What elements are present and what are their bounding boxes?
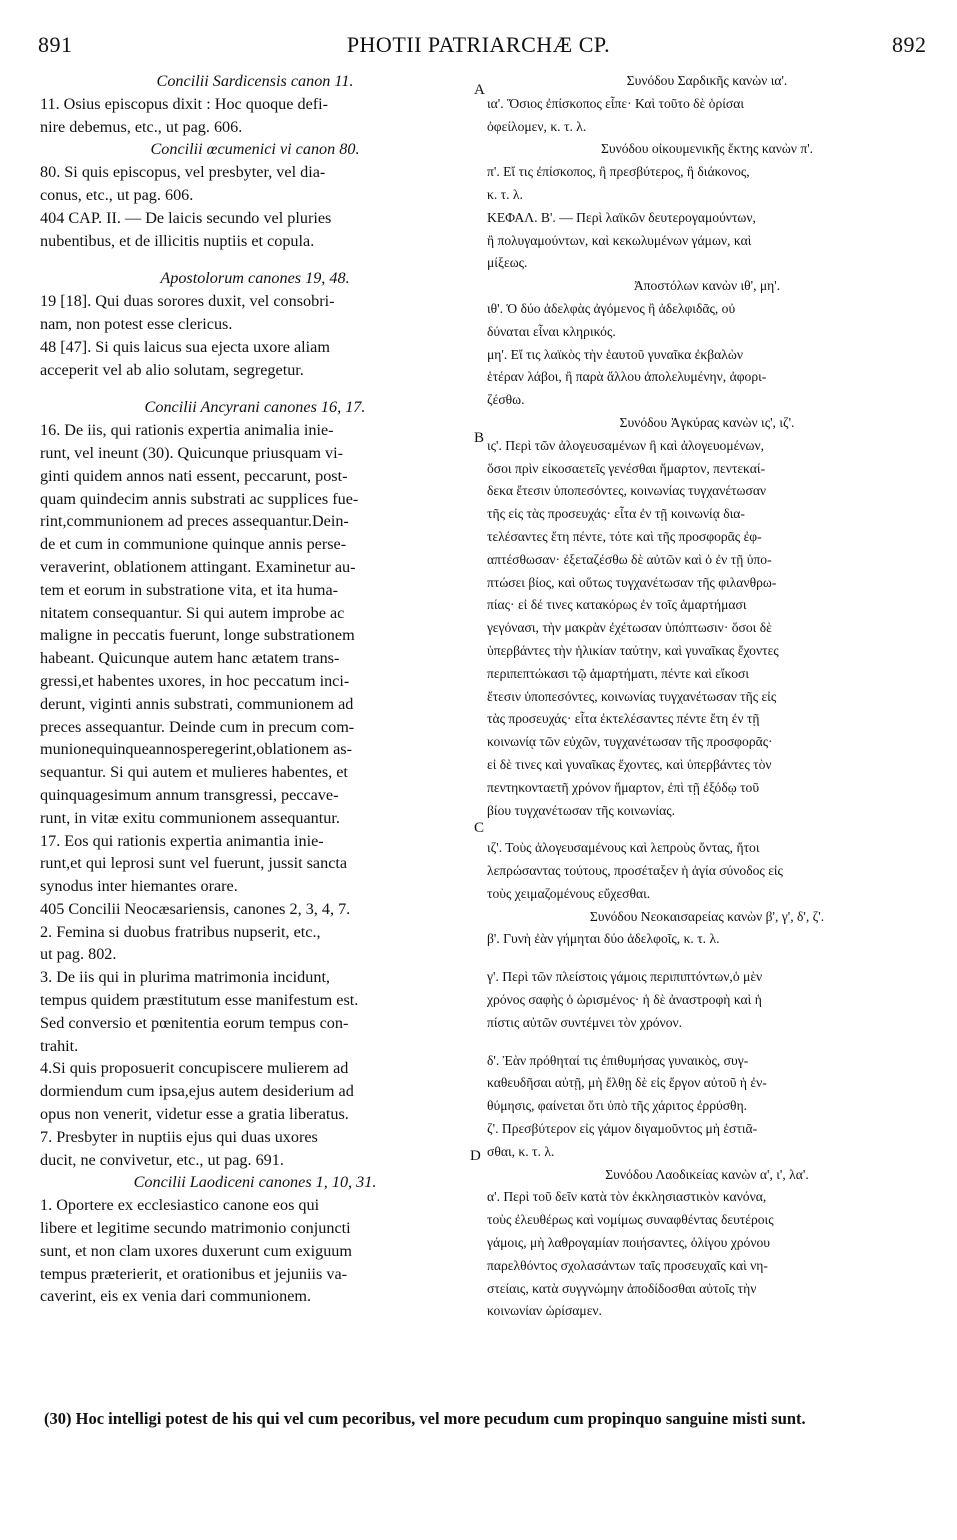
latin-line: sunt, et non clam uxores duxerunt cum exiguum — [40, 1241, 352, 1260]
latin-line: 17. Eos qui rationis expertia animantia inie- — [40, 831, 324, 850]
greek-line: Συνόδου Σαρδικῆς κανὼν ια'. — [626, 73, 788, 88]
greek-line: τοὺς ἐλευθέρως καὶ νομίμως συναφθέντας δευτέροις — [487, 1212, 774, 1228]
greek-line: Ἀποστόλων κανὼν ιθ', μη'. — [633, 278, 781, 294]
greek-line: στείαις, κατὰ συγγνώμην ἀποδίδοσθαι αὐτοῖς τὴν — [487, 1280, 757, 1296]
greek-line: μίξεως. — [487, 255, 528, 271]
latin-line: munionequinqueannosperegerint,oblationem as- — [40, 740, 352, 759]
footnote-text: (30) Hoc intelligi potest de his qui vel cum pecoribus, vel more pecudum cum propinquo sanguine misti sunt. — [44, 1409, 806, 1428]
greek-line — [487, 822, 927, 837]
latin-line: 1. Oportere ex ecclesiastico canone eos qui — [40, 1196, 320, 1215]
latin-line: 16. De iis, qui rationis expertia animalia inie- — [40, 421, 334, 440]
latin-line: 48 [47]. Si quis laicus sua ejecta uxore aliam — [40, 337, 330, 356]
latin-line: 4.Si quis proposuerit concupiscere mulierem ad — [40, 1059, 349, 1078]
latin-line: rint,communionem ad preces assequantur.Dein- — [40, 512, 349, 531]
latin-line: de et cum in communione quinque annis perse- — [40, 535, 347, 554]
latin-line: runt,et qui leprosi sunt vel fuerunt, jussit sancta — [40, 854, 348, 873]
greek-line: δύναται εἶναι κληρικός. — [487, 323, 616, 339]
greek-line: παρελθόντος σχολασάντων ταῖς προσευχαῖς καὶ νη- — [487, 1257, 768, 1273]
latin-line: dormiendum cum ipsa,ejus autem desiderium ad — [40, 1082, 354, 1101]
latin-line: libere et legitime secundo matrimonio conjuncti — [40, 1219, 351, 1238]
latin-line — [40, 381, 470, 396]
running-title: PHOTII PATRIARCHÆ CP. — [346, 32, 611, 57]
latin-line: conus, etc., ut pag. 606. — [40, 185, 194, 204]
greek-line: καθευδῆσαι αὐτῇ, μὴ ἔλθῃ δὲ εἰς ἔργον αὐτοῦ ἡ ἐν- — [487, 1075, 767, 1091]
latin-line: tempus quidem præstitutum esse manifestum est. — [40, 991, 359, 1010]
greek-line: πεντηκονταετῆ χρόνον ἥμαρτον, ἐπὶ τῇ ἐξόδῳ τοῦ — [487, 779, 760, 795]
latin-line: caverint, eis ex venia dari communionem. — [40, 1287, 312, 1306]
greek-line: πίας· εἰ δέ τινες κατακόρως ἐν τοῖς ἁμαρτήμασι — [487, 597, 747, 613]
latin-line: gressi,et habentes uxores, in hoc peccatum inci- — [40, 671, 350, 690]
greek-line: α'. Περὶ τοῦ δεῖν κατὰ τὸν ἐκκλησιαστικὸν κανόνα, — [487, 1189, 767, 1205]
latin-line: sequantur. Si qui autem et mulieres habentes, et — [40, 763, 348, 782]
latin-line: quinquagesimum annum transgressi, peccave- — [40, 785, 339, 804]
greek-line: ΚΕΦΑΛ. Β'. — Περὶ λαϊκῶν δευτερογαμούντων, — [487, 209, 756, 225]
margin-marker-c: C — [474, 820, 485, 836]
greek-line — [487, 1035, 927, 1050]
latin-line: opus non venerit, videtur esse a gratia liberatus. — [40, 1105, 349, 1124]
greek-line: ἢ πολυγαμούντων, καὶ κεκωλυμένων γάμων, καὶ — [487, 232, 752, 248]
latin-line: nubentibus, et de illicitis nuptiis et copula. — [40, 231, 315, 250]
greek-line: μη'. Εἴ τις λαϊκὸς τὴν ἑαυτοῦ γυναῖκα ἐκβαλὼν — [487, 346, 743, 362]
latin-line: ut pag. 802. — [40, 945, 117, 964]
latin-line: acceperit vel ab alio solutam, segregetur. — [40, 360, 304, 379]
latin-line: 405 Concilii Neocæsariensis, canones 2, 3, 4, 7. — [40, 899, 351, 918]
greek-line: ια'. Ὅσιος ἐπίσκοπος εἶπε· Καὶ τοῦτο δὲ ὁρίσαι — [487, 95, 745, 111]
greek-line: τοὺς χειμαζομένους εὔχεσθαι. — [487, 885, 651, 901]
greek-line: σθαι, κ. τ. λ. — [487, 1143, 555, 1159]
right-page-number: 892 — [892, 32, 927, 57]
latin-line: ginti quidem annos nati essent, peccarunt, post- — [40, 466, 348, 485]
latin-line: 3. De iis qui in plurima matrimonia incidunt, — [40, 968, 330, 987]
latin-line: Apostolorum canones 19, 48. — [160, 269, 350, 288]
greek-line: δεκα ἔτεσιν ὑποπεσόντες, κοινωνίας τυγχανέτωσαν — [487, 483, 767, 499]
latin-line: Sed conversio et pœnitentia eorum tempus con- — [40, 1013, 349, 1032]
greek-line: γεγόνασι, τὴν μακρὰν ἐχέτωσαν ὑπόπτωσιν· ὅσοι δὲ — [487, 620, 772, 636]
greek-line: ὀφείλομεν, κ. τ. λ. — [487, 118, 587, 134]
greek-line: λεπρώσαντας τούτους, προσέταξεν ἡ ἁγία σύνοδος εἰς — [487, 863, 783, 879]
left-page-number: 891 — [38, 32, 73, 57]
latin-line: Concilii œcumenici vi canon 80. — [150, 140, 360, 159]
greek-line: πτώσει βίος, καὶ οὕτως τυγχανέτωσαν τῆς φιλανθρω- — [487, 574, 777, 590]
latin-line: synodus inter hiemantes orare. — [40, 877, 238, 896]
latin-line: 404 CAP. II. — De laicis secundo vel pluries — [40, 208, 332, 227]
latin-line: Concilii Ancyrani canones 16, 17. — [144, 398, 366, 417]
latin-line: tempus præterierit, et orationibus et jejuniis va- — [40, 1264, 348, 1283]
margin-marker-a: A — [474, 82, 485, 98]
latin-line: maligne in peccatis fuerunt, longe substrationem — [40, 626, 355, 645]
latin-line: 7. Presbyter in nuptiis ejus qui duas uxores — [40, 1127, 318, 1146]
greek-line: απτέσθωσαν· ἐξεταζέσθω δὲ αὐτῶν καὶ ὁ ἐν τῇ ὑπο- — [487, 551, 772, 567]
greek-line: ἑτέραν λάβοι, ἢ παρὰ ἄλλου ἀπολελυμένην, ἀφορι- — [487, 369, 767, 385]
greek-line: ις'. Περὶ τῶν ἀλογευσαμένων ἢ καὶ ἀλογευομένων, — [487, 437, 764, 453]
latin-line: trahit. — [40, 1036, 79, 1055]
latin-column — [40, 70, 470, 1308]
latin-line: nitatem consequantur. Si qui autem improbe ac — [40, 603, 345, 622]
greek-line: περιπεπτώκασι τῷ ἁμαρτήματι, πέντε καὶ εἴκοσι — [487, 665, 750, 681]
greek-line: πίστις αὐτῶν συντέμνει τὸν χρόνον. — [487, 1014, 683, 1030]
latin-line: preces assequantur. Deinde cum in precum com- — [40, 717, 355, 736]
greek-line: κοινωνίᾳ τῶν εὐχῶν, τυγχανέτωσαν τῆς προσφορᾶς· — [487, 734, 773, 750]
greek-line: π'. Εἴ τις ἐπίσκοπος, ἢ πρεσβύτερος, ἢ διάκονος, — [487, 164, 750, 180]
greek-line: ιθ'. Ὁ δύο ἀδελφὰς ἀγόμενος ἢ ἀδελφιδᾶς, οὐ — [487, 300, 736, 316]
greek-line: Συνόδου Λαοδικείας κανὼν α', ι', λα'. — [605, 1166, 809, 1182]
latin-line: 11. Osius episcopus dixit : Hoc quoque defi- — [40, 94, 329, 113]
greek-line: ζέσθω. — [487, 392, 525, 408]
greek-line: εἰ δὲ τινες καὶ γυναῖκας ἔχοντες, καὶ ὑπερβάντες τὸν — [487, 756, 772, 772]
greek-line: Συνόδου Νεοκαισαρείας κανὼν β', γ', δ', ζ'. — [589, 908, 825, 924]
greek-line: Συνόδου Ἀγκύρας κανὼν ις', ιζ'. — [619, 414, 795, 430]
greek-line: θύμησις, φαίνεται ὅτι ὑπὸ τῆς χάριτος ἐρρύσθη. — [487, 1098, 748, 1114]
greek-line: γάμοις, μὴ λαθρογαμίαν ποιήσαντες, ὀλίγου χρόνου — [487, 1235, 771, 1251]
greek-line: β'. Γυνὴ ἐὰν γήμηται δύο ἀδελφοῖς, κ. τ. λ. — [487, 931, 720, 947]
latin-line: habeant. Quicunque autem hanc ætatem trans- — [40, 649, 340, 668]
greek-line: γ'. Περὶ τῶν πλείστοις γάμοις περιπιπτόντων,ὁ μὲν — [487, 969, 763, 985]
greek-line: ιζ'. Τοὺς ἀλογευσαμένους καὶ λεπροὺς ὄντας, ἤτοι — [487, 840, 760, 856]
latin-line: quam quindecim annis substrati ac supplices fue- — [40, 489, 359, 508]
latin-line: derunt, viginti annis substrati, communionem ad — [40, 694, 354, 713]
latin-line: runt, vel ineunt (30). Quicunque priusquam vi- — [40, 443, 344, 462]
latin-line: ducit, ne convivetur, etc., ut pag. 691. — [40, 1150, 284, 1169]
latin-line: Concilii Laodiceni canones 1, 10, 31. — [133, 1173, 377, 1192]
latin-line — [40, 252, 470, 267]
latin-line: 2. Femina si duobus fratribus nupserit, etc., — [40, 922, 321, 941]
latin-line: 19 [18]. Qui duas sorores duxit, vel consobri- — [40, 292, 335, 311]
latin-line: Concilii Sardicensis canon 11. — [156, 72, 354, 90]
greek-line — [487, 951, 927, 966]
latin-line: veraverint, oblationem attingant. Examinetur au- — [40, 557, 356, 576]
greek-line: ἔτεσιν ὑποπεσόντες, κοινωνίας τυγχανέτωσαν τῆς εἰς — [487, 688, 777, 704]
greek-line: ζ'. Πρεσβύτερον εἰς γάμον διγαμοῦντος μὴ ἑστιᾶ- — [487, 1121, 758, 1137]
latin-line: nam, non potest esse clericus. — [40, 314, 233, 333]
greek-line: δ'. Ἐὰν πρόθηταί τις ἐπιθυμήσας γυναικὸς, συγ- — [487, 1052, 749, 1068]
greek-column — [487, 70, 927, 1323]
greek-line: τὰς προσευχάς· εἶτα ἐκτελέσαντες πέντε ἔτη ἐν τῇ — [487, 711, 760, 727]
latin-line: tem et eorum in substratione vita, et ita huma- — [40, 580, 339, 599]
greek-line: ὑπερβάντες τὴν ἡλικίαν ταύτην, καὶ γυναῖκας ἔχοντες — [487, 642, 779, 658]
greek-line: χρόνος σαφὴς ὁ ὡρισμένος· ἡ δὲ ἀναστροφὴ καὶ ἡ — [487, 992, 762, 1008]
greek-line: κοινωνίαν ὡρίσαμεν. — [487, 1303, 602, 1319]
latin-line: runt, in vitæ exitu communionem assequantur. — [40, 808, 340, 827]
greek-line: τῆς εἰς τὰς προσευχάς· εἶτα ἐν τῇ κοινωνίᾳ δια- — [487, 506, 745, 522]
greek-line: κ. τ. λ. — [487, 186, 523, 202]
latin-line: 80. Si quis episcopus, vel presbyter, vel dia- — [40, 163, 326, 182]
greek-line: βίου τυγχανέτωσαν τῆς κοινωνίας. — [487, 802, 675, 818]
footnote — [44, 1408, 934, 1430]
margin-marker-b: B — [474, 430, 485, 446]
greek-line: τελέσαντες ἔτη πέντε, τότε καὶ τῆς προσφορᾶς ἐφ- — [487, 528, 762, 544]
greek-line: ὅσοι πρὶν εἰκοσαετεῖς γενέσθαι ἥμαρτον, πεντεκαί- — [487, 460, 766, 476]
greek-line: Συνόδου οἰκουμενικῆς ἕκτης κανὼν π'. — [600, 141, 814, 157]
latin-line: nire debemus, etc., ut pag. 606. — [40, 117, 243, 136]
margin-marker-d: D — [470, 1148, 481, 1164]
